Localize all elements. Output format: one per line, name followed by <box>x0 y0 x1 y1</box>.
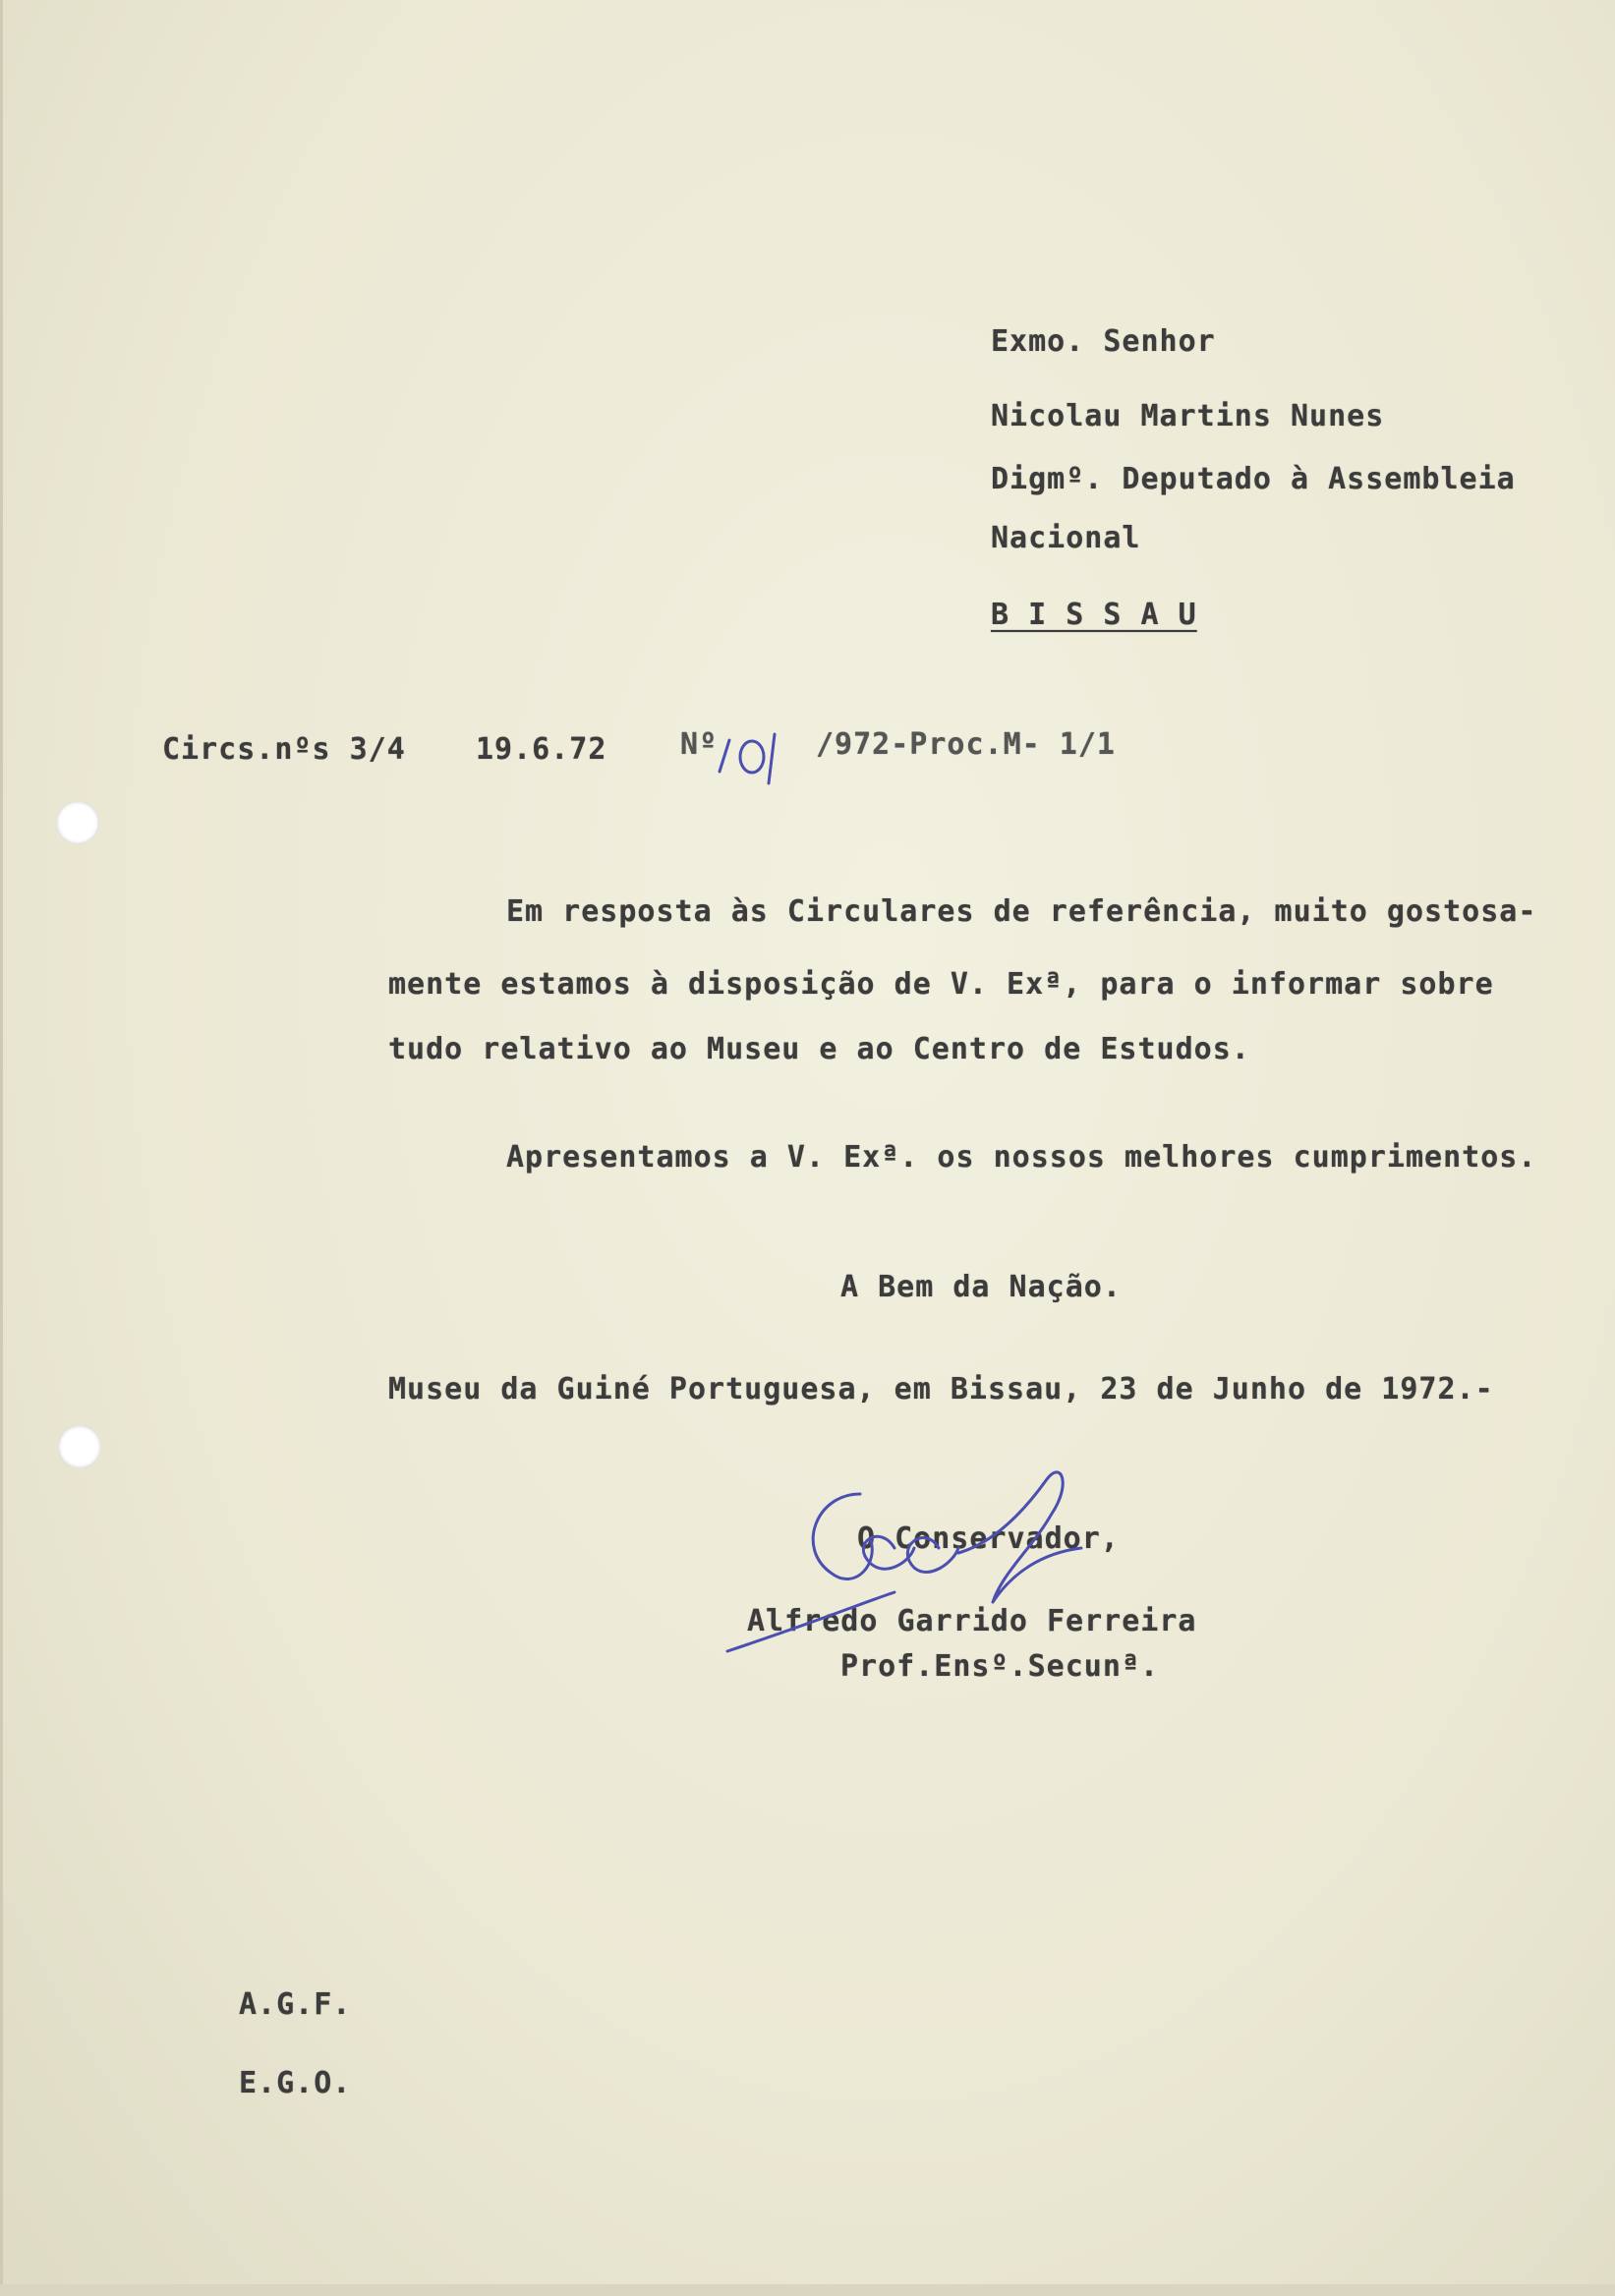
body-paragraph1-line3: tudo relativo ao Museu e ao Centro de Estudos. <box>388 1032 1250 1066</box>
punch-hole-bottom <box>58 1425 101 1468</box>
recipient-title-line2: Nacional <box>991 521 1141 555</box>
signature-stroke <box>727 1472 1081 1651</box>
reference-number-prefix: Nº <box>680 727 719 762</box>
body-paragraph1-line1: Em resposta às Circulares de referência, muito gostosa- <box>506 894 1537 929</box>
body-closing: A Bem da Nação. <box>840 1270 1122 1304</box>
handwritten-stroke-0 <box>740 741 764 773</box>
recipient-city: B I S S A U <box>991 598 1197 632</box>
handwritten-stroke-1 <box>720 740 729 772</box>
punch-hole-top <box>56 801 99 844</box>
reference-date: 19.6.72 <box>476 732 607 767</box>
reference-circulars: Circs.nºs 3/4 <box>162 732 406 767</box>
body-paragraph2: Apresentamos a V. Exª. os nossos melhores cumprimentos. <box>506 1140 1537 1175</box>
paper-bottom-edge <box>0 2284 1615 2296</box>
handwritten-stroke-1b <box>769 734 775 783</box>
body-paragraph1-line2: mente estamos à disposição de V. Exª, para o informar sobre <box>388 967 1494 1002</box>
initials-line2: E.G.O. <box>239 2066 352 2100</box>
signature-role: O Conservador, <box>857 1521 1120 1556</box>
recipient-salutation: Exmo. Senhor <box>991 324 1216 359</box>
initials-line1: A.G.F. <box>239 1987 352 2022</box>
recipient-name: Nicolau Martins Nunes <box>991 399 1385 433</box>
body-place-date: Museu da Guiné Portuguesa, em Bissau, 23 de Junho de 1972.- <box>388 1372 1494 1406</box>
handwritten-signature <box>698 1455 1170 1671</box>
reference-number-suffix: /972-Proc.M- 1/1 <box>816 727 1116 762</box>
signature-credentials: Prof.Ensº.Secunª. <box>840 1649 1160 1684</box>
recipient-title-line1: Digmº. Deputado à Assembleia <box>991 462 1516 496</box>
paper-edge <box>0 0 3 2296</box>
signature-name: Alfredo Garrido Ferreira <box>747 1604 1197 1638</box>
